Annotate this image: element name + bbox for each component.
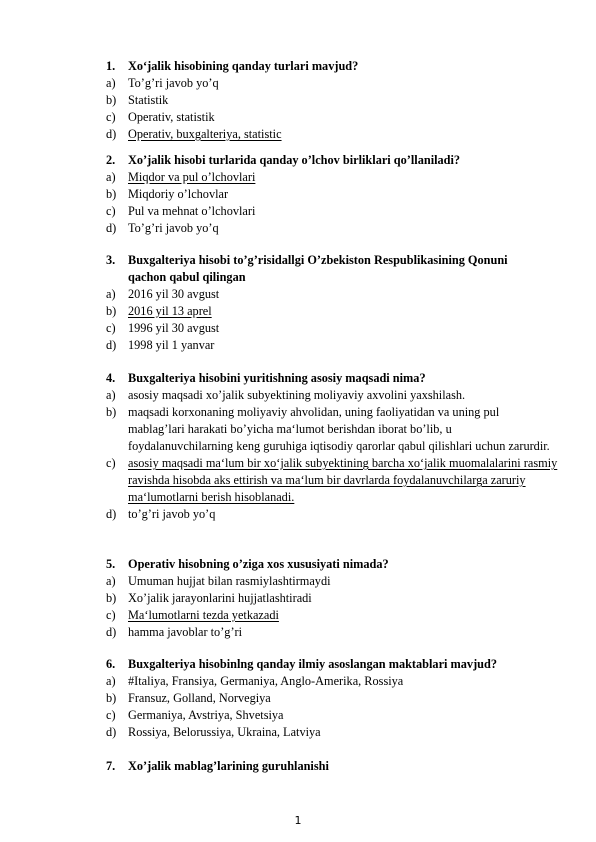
question-number: 4. (106, 371, 116, 385)
option-letter: c) (106, 321, 116, 335)
question-text: Xo’jalik mablag’larining guruhlanishi (128, 759, 329, 773)
option-text: Germaniya, Avstriya, Shvetsiya (128, 708, 284, 722)
correct-answer-text: Miqdor va pul o’lchovlari (128, 170, 256, 184)
question-4 (106, 370, 566, 523)
question-text: Xo’jalik hisobi turlarida qanday o’lchov birliklari qo’llaniladi? (128, 153, 461, 167)
question-text: Buxgalteriya hisobinlng qanday ilmiy asoslangan maktablari mavjud? (128, 657, 497, 671)
option-text: 2016 yil 30 avgust (128, 287, 220, 301)
question-5 (106, 556, 566, 641)
option-letter: b) (106, 691, 117, 705)
correct-answer-text: Operativ, buxgalteriya, statistic (128, 127, 282, 141)
option-letter: c) (106, 708, 116, 722)
option-text: Statistik (128, 93, 169, 107)
option-text: Xo’jalik jarayonlarini hujjatlashtiradi (128, 591, 312, 605)
option-letter: c) (106, 456, 116, 470)
question-text: Operativ hisobning o’ziga xos xususiyati nimada? (128, 557, 389, 571)
question-7 (106, 758, 566, 775)
option-letter: d) (106, 725, 117, 739)
option-text: Umuman hujjat bilan rasmiylashtirmaydi (128, 574, 331, 588)
option-text: to’g’ri javob yo’q (128, 507, 216, 521)
option-letter: c) (106, 608, 116, 622)
correct-answer-text: Ma‘lumotlarni tezda yetkazadi (128, 608, 279, 622)
option-letter: a) (106, 287, 116, 301)
option-letter: d) (106, 127, 117, 141)
question-1 (106, 58, 566, 143)
correct-answer-text: 2016 yil 13 aprel (128, 304, 212, 318)
option-text: hamma javoblar to’g’ri (128, 625, 243, 639)
question-3 (106, 252, 566, 354)
question-number: 5. (106, 557, 116, 571)
option-letter: d) (106, 221, 117, 235)
option-letter: b) (106, 93, 117, 107)
option-letter: b) (106, 405, 117, 419)
page-number: 1 (294, 814, 302, 827)
option-text: Pul va mehnat o’lchovlari (128, 204, 256, 218)
question-text: Xo‘jalik hisobining qanday turlari mavjud? (128, 59, 359, 73)
option-text: To’g’ri javob yo’q (128, 221, 219, 235)
option-text: 1996 yil 30 avgust (128, 321, 220, 335)
correct-answer-text: asosiy maqsadi ma‘lum bir xo‘jalik subyektining barcha xo‘jalik muomalalarini rasmiy ravishda hisobda aks ettirish va ma‘lum bir davrlarda foydalanuvchilarga zaruriy ma‘lumotlarni berish hisoblanadi. (128, 456, 558, 504)
option-letter: a) (106, 574, 116, 588)
option-letter: a) (106, 76, 116, 90)
question-text: Buxgalteriya hisobini yuritishning asosiy maqsadi nima? (128, 371, 426, 385)
question-number: 2. (106, 153, 116, 167)
question-number: 3. (106, 253, 116, 267)
question-6 (106, 656, 566, 741)
option-letter: d) (106, 507, 117, 521)
option-text: maqsadi korxonaning moliyaviy ahvolidan, uning faoliyatidan va uning pul mablag’lari harakati bo’yicha ma‘lumot berishdan iborat bo’lib, u foydalanuvchilarning keng guruhiga iqtisodiy qarorlar qabul qilishlari uchun zarurdir. (128, 405, 550, 453)
option-letter: a) (106, 674, 116, 688)
option-text: Operativ, statistik (128, 110, 215, 124)
question-text: Buxgalteriya hisobi to’g’risidallgi O’zbekiston Respublikasining Qonuni qachon qabul qilingan (128, 253, 508, 284)
option-text: Miqdoriy o’lchovlar (128, 187, 229, 201)
option-letter: a) (106, 170, 116, 184)
option-letter: c) (106, 110, 116, 124)
option-text: Fransuz, Golland, Norvegiya (128, 691, 271, 705)
question-number: 6. (106, 657, 116, 671)
option-text: asosiy maqsadi xo’jalik subyektining moliyaviy axvolini yaxshilash. (128, 388, 466, 402)
option-letter: b) (106, 187, 117, 201)
option-letter: b) (106, 304, 117, 318)
option-text: 1998 yil 1 yanvar (128, 338, 215, 352)
question-number: 7. (106, 759, 116, 773)
question-2 (106, 152, 566, 237)
option-text: Rossiya, Belorussiya, Ukraina, Latviya (128, 725, 321, 739)
option-letter: b) (106, 591, 117, 605)
option-letter: d) (106, 338, 117, 352)
option-text: To’g’ri javob yo’q (128, 76, 219, 90)
question-number: 1. (106, 59, 116, 73)
option-letter: d) (106, 625, 117, 639)
option-letter: c) (106, 204, 116, 218)
option-text: #Italiya, Fransiya, Germaniya, Anglo-Amerika, Rossiya (128, 674, 404, 688)
option-letter: a) (106, 388, 116, 402)
